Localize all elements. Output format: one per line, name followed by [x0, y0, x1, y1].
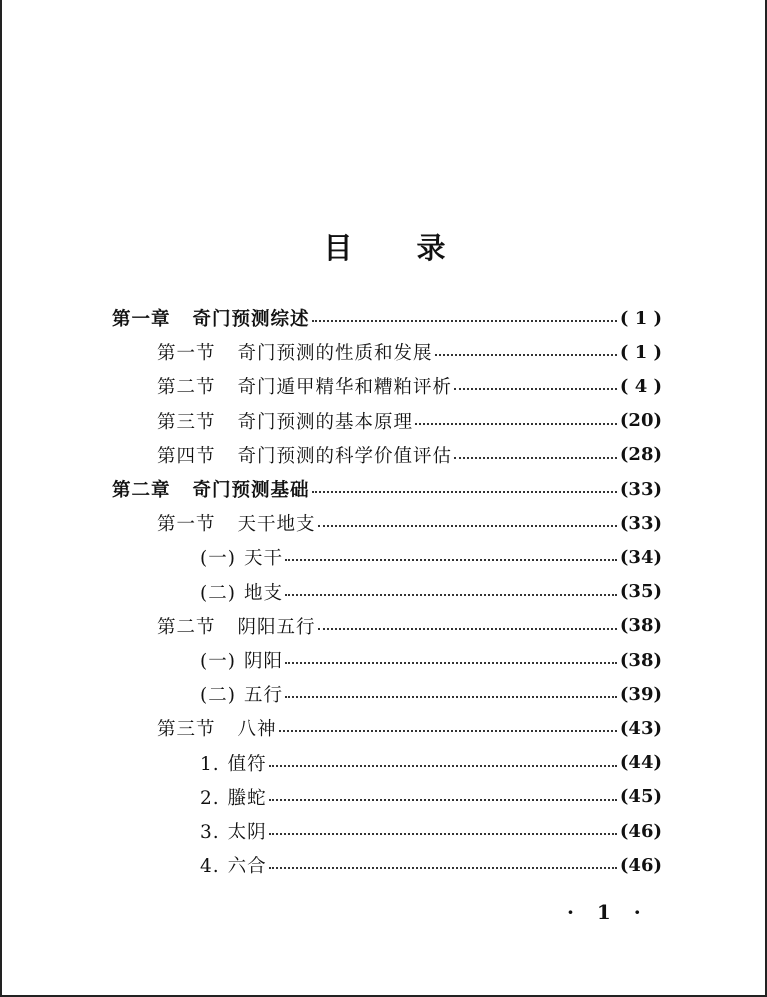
dot-leader [285, 594, 617, 596]
toc-entry[interactable] [112, 303, 662, 333]
toc-entry-title: 奇门遁甲精华和糟粕评析 [237, 377, 453, 399]
dot-leader [285, 559, 617, 561]
toc-entry-label [157, 373, 452, 399]
dot-leader [285, 662, 617, 664]
toc-entry-label [157, 613, 316, 639]
toc-entry-page: (35) [619, 581, 662, 603]
toc-entry-title: 天干 [243, 548, 283, 570]
toc-entry-page: ( 4 ) [619, 375, 662, 397]
toc-entry[interactable] [200, 542, 662, 572]
toc-entry-title: 奇门预测的基本原理 [237, 411, 414, 433]
toc-entry-page: ( 1 ) [619, 341, 662, 363]
toc-entry-title: 太阴 [227, 822, 267, 843]
toc-entry-page: (20) [619, 410, 662, 432]
toc-entry-page: (33) [619, 478, 662, 500]
toc-entry-label [200, 750, 267, 776]
toc-entry-page: (39) [619, 683, 662, 705]
dot-leader [318, 628, 617, 630]
dot-leader [312, 320, 617, 322]
toc-entry-title: 地支 [243, 582, 283, 604]
toc-entry-label [200, 852, 267, 878]
toc-entry[interactable] [200, 782, 662, 812]
dot-leader [415, 423, 617, 425]
page-title [2, 226, 767, 267]
toc-entry-number: (二) [200, 685, 236, 707]
dot-leader [279, 730, 617, 732]
toc-entry-page: (45) [619, 786, 662, 808]
toc-entry-number: 4. [200, 856, 220, 878]
toc-entry[interactable] [200, 748, 662, 778]
toc-entry[interactable] [157, 508, 662, 538]
toc-entry-page: (46) [619, 854, 662, 876]
toc-entry[interactable] [200, 577, 662, 607]
toc-entry-label [200, 647, 283, 673]
toc-entry-label [157, 442, 452, 468]
toc-entry[interactable] [200, 816, 662, 846]
toc-entry-number: 第一节 [157, 343, 216, 365]
toc-entry-page: (38) [619, 615, 662, 637]
toc-entry-number: 3. [200, 822, 220, 843]
toc-entry[interactable] [157, 611, 662, 641]
toc-entry-label [200, 544, 283, 570]
toc-entry-page: ( 1 ) [619, 307, 662, 329]
toc-entry-page: (43) [619, 717, 662, 739]
dot-leader [269, 799, 617, 801]
toc-entry-label [157, 408, 413, 434]
toc-entry[interactable] [157, 406, 662, 436]
page-title-part2: 录 [416, 231, 448, 265]
toc-entry-page: (38) [619, 649, 662, 671]
toc-entry-title: 奇门预测的科学价值评估 [237, 445, 453, 467]
toc-entry-number: 第二节 [157, 616, 216, 638]
toc-entry-label [200, 818, 267, 844]
toc-entry-number: 第一章 [112, 309, 171, 330]
dot-leader [269, 765, 617, 767]
toc-entry-number: 第一节 [157, 514, 216, 536]
toc-entry-title: 奇门预测的性质和发展 [237, 343, 433, 365]
toc-entry-number: 1. [200, 753, 220, 775]
page-title-part1: 目 [323, 231, 355, 265]
dot-leader [454, 457, 617, 459]
dot-leader [269, 833, 617, 835]
toc-entry-label [112, 305, 310, 331]
toc-entry-title: 八神 [237, 719, 277, 741]
toc-entry[interactable] [157, 713, 662, 743]
dot-leader [312, 491, 617, 493]
toc-entry-number: 第三节 [157, 411, 216, 433]
toc-entry-number: (二) [200, 582, 236, 604]
toc-entry-label [157, 510, 316, 536]
toc-entry-title: 六合 [227, 856, 267, 878]
toc-entry-title: 奇门预测基础 [192, 480, 310, 501]
toc-entry-title: 阴阳五行 [237, 616, 316, 638]
toc-entry-label [200, 681, 283, 707]
toc-entry-page: (46) [619, 820, 662, 842]
toc-entry-title: 阴阳 [243, 651, 283, 672]
toc-entry-label [200, 579, 283, 605]
toc-entry[interactable] [112, 474, 662, 504]
toc-entry-label [112, 476, 310, 502]
toc-entry[interactable] [157, 337, 662, 367]
toc-entry[interactable] [200, 645, 662, 675]
dot-leader [435, 354, 617, 356]
toc-entry-title: 天干地支 [237, 514, 316, 536]
dot-leader [285, 696, 617, 698]
toc-entry-label [157, 339, 433, 365]
toc-entry[interactable] [157, 440, 662, 470]
toc-entry[interactable] [200, 679, 662, 709]
toc-entry-title: 奇门预测综述 [192, 309, 310, 330]
toc-entry-title: 五行 [243, 685, 283, 707]
toc-entry[interactable] [200, 850, 662, 880]
page-number: · 1 · [567, 900, 649, 924]
dot-leader [454, 388, 617, 390]
toc-entry-number: (一) [200, 651, 236, 672]
toc-entry-page: (34) [619, 546, 662, 568]
toc-entry-title: 值符 [227, 753, 267, 775]
toc-entry-number: 第三节 [157, 719, 216, 741]
toc-entry-page: (28) [619, 444, 662, 466]
dot-leader [269, 867, 617, 869]
toc-entry-number: 第二节 [157, 377, 216, 399]
toc-entry-number: (一) [200, 548, 236, 570]
toc-entry-label [157, 715, 277, 741]
toc-entry-page: (33) [619, 512, 662, 534]
toc-entry-page: (44) [619, 752, 662, 774]
dot-leader [318, 525, 617, 527]
toc-entry-title: 螣蛇 [227, 787, 267, 809]
toc-entry-number: 第四节 [157, 445, 216, 467]
toc-entry-number: 第二章 [112, 480, 171, 501]
toc-entry-number: 2. [200, 787, 220, 809]
toc-entry[interactable] [157, 371, 662, 401]
toc-entry-label [200, 784, 267, 810]
